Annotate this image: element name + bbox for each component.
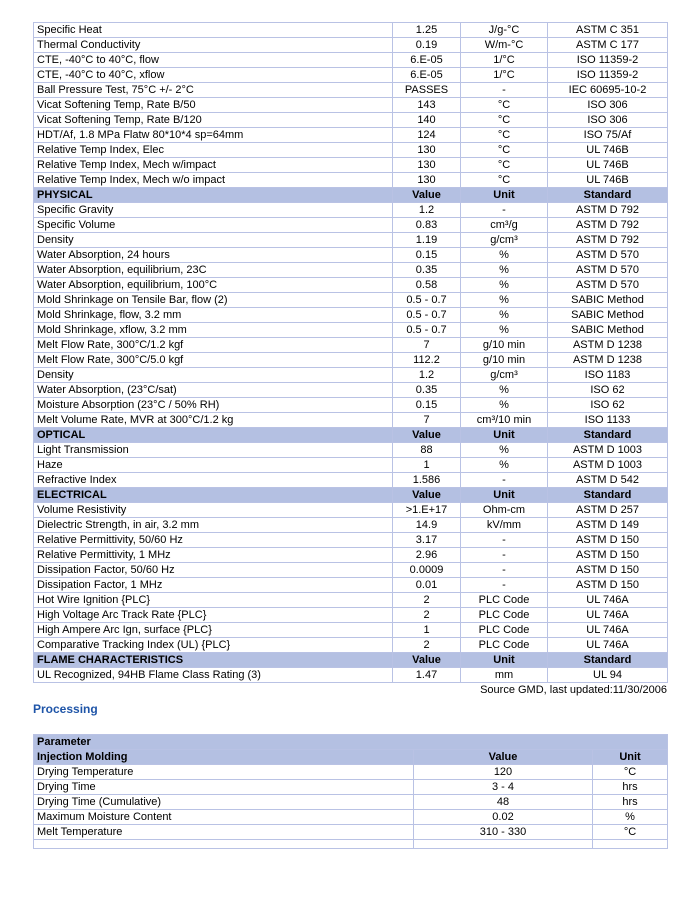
cell-unit: hrs (593, 780, 668, 795)
cell-value: 1.2 (393, 368, 461, 383)
injection-molding-header-row (34, 750, 668, 765)
cell-property: ELECTRICAL (34, 488, 393, 503)
cell-property: Density (34, 233, 393, 248)
cell-standard: ISO 11359-2 (548, 68, 668, 83)
table-row (34, 623, 668, 638)
cell-value: 6.E-05 (393, 53, 461, 68)
cell-standard: UL 746A (548, 623, 668, 638)
cell-unit: °C (461, 113, 548, 128)
cell-value: 1 (393, 623, 461, 638)
cell-standard: ASTM D 1238 (548, 353, 668, 368)
cell-unit: - (461, 533, 548, 548)
cell-unit: g/10 min (461, 353, 548, 368)
table-row (34, 443, 668, 458)
cell-value: 1 (393, 458, 461, 473)
cell-standard: ISO 1133 (548, 413, 668, 428)
cell-standard: Standard (548, 188, 668, 203)
cell-standard: ASTM D 570 (548, 263, 668, 278)
cell-unit: g/cm³ (461, 233, 548, 248)
cell-property: High Voltage Arc Track Rate {PLC} (34, 608, 393, 623)
cell-unit: °C (593, 765, 668, 780)
cell-unit: hrs (593, 795, 668, 810)
table-row (34, 98, 668, 113)
cell-value: 88 (393, 443, 461, 458)
cell-unit: % (461, 293, 548, 308)
cell-standard: ASTM D 542 (548, 473, 668, 488)
cell-property: Relative Permittivity, 50/60 Hz (34, 533, 393, 548)
cell-unit: - (461, 578, 548, 593)
table-row (34, 518, 668, 533)
cell-value: Value (393, 488, 461, 503)
cell-value: 140 (393, 113, 461, 128)
cell-property: Hot Wire Ignition {PLC} (34, 593, 393, 608)
table-row (34, 368, 668, 383)
cell-property: CTE, -40°C to 40°C, flow (34, 53, 393, 68)
cell-property: Water Absorption, equilibrium, 23C (34, 263, 393, 278)
cell-unit: Unit (461, 488, 548, 503)
cell-parameter: Drying Time (Cumulative) (34, 795, 414, 810)
cell-standard: ASTM D 257 (548, 503, 668, 518)
cell-unit: % (461, 308, 548, 323)
table-row (34, 458, 668, 473)
cell-standard: ASTM D 792 (548, 203, 668, 218)
cell-unit: % (461, 263, 548, 278)
cell-unit: cm³/g (461, 218, 548, 233)
cell-value: 3.17 (393, 533, 461, 548)
cell-value: 120 (414, 765, 593, 780)
section-header-row (34, 653, 668, 668)
cell-value: 112.2 (393, 353, 461, 368)
cell-unit: - (461, 473, 548, 488)
cell-value: 0.35 (393, 383, 461, 398)
cell-unit: % (461, 443, 548, 458)
cell-value: Value (393, 188, 461, 203)
table-row (34, 578, 668, 593)
cell-standard: ASTM D 150 (548, 578, 668, 593)
cell-standard: ASTM C 351 (548, 23, 668, 38)
cell-unit: Ohm-cm (461, 503, 548, 518)
table-row (34, 780, 668, 795)
cell-parameter: Drying Temperature (34, 765, 414, 780)
cell-property: Vicat Softening Temp, Rate B/120 (34, 113, 393, 128)
cell-property: Water Absorption, (23°C/sat) (34, 383, 393, 398)
cell-property: Melt Flow Rate, 300°C/5.0 kgf (34, 353, 393, 368)
cell-standard: UL 746B (548, 173, 668, 188)
cell-standard: ASTM D 792 (548, 218, 668, 233)
cell-standard: ISO 1183 (548, 368, 668, 383)
section-header-row (34, 488, 668, 503)
cell-unit: - (461, 203, 548, 218)
cell-unit: PLC Code (461, 608, 548, 623)
cell-unit: g/cm³ (461, 368, 548, 383)
cell-value: 1.25 (393, 23, 461, 38)
cell-property: UL Recognized, 94HB Flame Class Rating (3) (34, 668, 393, 683)
cell-standard: Standard (548, 653, 668, 668)
cell-standard: ISO 62 (548, 383, 668, 398)
table-row (34, 353, 668, 368)
cell-standard: SABIC Method (548, 308, 668, 323)
cell-standard: ASTM D 1003 (548, 443, 668, 458)
cell-value: 2 (393, 608, 461, 623)
cell-unit: °C (461, 98, 548, 113)
table-row (34, 248, 668, 263)
cell-value: 310 - 330 (414, 825, 593, 840)
cell-value: 0.58 (393, 278, 461, 293)
cell-property: Haze (34, 458, 393, 473)
processing-table (33, 734, 668, 849)
table-row (34, 563, 668, 578)
cell-property: CTE, -40°C to 40°C, xflow (34, 68, 393, 83)
cell-value: 0.35 (393, 263, 461, 278)
cell-unit: % (461, 383, 548, 398)
cell-unit: cm³/10 min (461, 413, 548, 428)
cell-property: Water Absorption, equilibrium, 100°C (34, 278, 393, 293)
cell-unit: mm (461, 668, 548, 683)
cell-value: 48 (414, 795, 593, 810)
cell-value: 0.5 - 0.7 (393, 308, 461, 323)
properties-table (33, 22, 668, 683)
cell-property: Volume Resistivity (34, 503, 393, 518)
cell-property: Relative Temp Index, Elec (34, 143, 393, 158)
cell-value (414, 840, 593, 849)
cell-parameter: Melt Temperature (34, 825, 414, 840)
cell-property: Dielectric Strength, in air, 3.2 mm (34, 518, 393, 533)
table-row (34, 795, 668, 810)
cell-property: Relative Permittivity, 1 MHz (34, 548, 393, 563)
table-row (34, 218, 668, 233)
cell-unit: Unit (461, 653, 548, 668)
cell-value: Value (393, 653, 461, 668)
section-header-row (34, 428, 668, 443)
unit-column-header: Unit (593, 750, 668, 765)
cell-standard: UL 746B (548, 143, 668, 158)
table-row (34, 825, 668, 840)
cell-unit: 1/°C (461, 68, 548, 83)
cell-value: >1.E+17 (393, 503, 461, 518)
processing-heading: Processing (33, 702, 98, 716)
table-row (34, 203, 668, 218)
table-row (34, 533, 668, 548)
cell-property: Light Transmission (34, 443, 393, 458)
cell-value: 0.5 - 0.7 (393, 293, 461, 308)
cell-property: Relative Temp Index, Mech w/o impact (34, 173, 393, 188)
cell-value: 2 (393, 593, 461, 608)
cell-property: Dissipation Factor, 50/60 Hz (34, 563, 393, 578)
table-row (34, 413, 668, 428)
cell-unit: kV/mm (461, 518, 548, 533)
cell-standard: ASTM C 177 (548, 38, 668, 53)
cell-property: Water Absorption, 24 hours (34, 248, 393, 263)
table-row (34, 765, 668, 780)
cell-standard: UL 746B (548, 158, 668, 173)
cell-property: Melt Volume Rate, MVR at 300°C/1.2 kg (34, 413, 393, 428)
cell-unit: W/m-°C (461, 38, 548, 53)
cell-value: 0.15 (393, 398, 461, 413)
cell-property: Dissipation Factor, 1 MHz (34, 578, 393, 593)
cell-value: 2.96 (393, 548, 461, 563)
cell-value: 124 (393, 128, 461, 143)
cell-value: 7 (393, 338, 461, 353)
cell-unit: % (461, 398, 548, 413)
cell-unit: - (461, 548, 548, 563)
cell-unit: % (593, 810, 668, 825)
cell-property: FLAME CHARACTERISTICS (34, 653, 393, 668)
cell-property: Comparative Tracking Index (UL) {PLC} (34, 638, 393, 653)
cell-property: Specific Gravity (34, 203, 393, 218)
cell-standard: ASTM D 150 (548, 548, 668, 563)
cell-value: 1.2 (393, 203, 461, 218)
table-row (34, 548, 668, 563)
cell-value: 0.01 (393, 578, 461, 593)
cell-parameter (34, 840, 414, 849)
cell-value: 3 - 4 (414, 780, 593, 795)
cell-unit: PLC Code (461, 623, 548, 638)
cell-unit: g/10 min (461, 338, 548, 353)
cell-unit: Unit (461, 188, 548, 203)
cell-value: 6.E-05 (393, 68, 461, 83)
cell-unit: °C (461, 158, 548, 173)
cell-standard: ISO 75/Af (548, 128, 668, 143)
cell-property: Mold Shrinkage on Tensile Bar, flow (2) (34, 293, 393, 308)
table-row (34, 173, 668, 188)
cell-standard: ISO 62 (548, 398, 668, 413)
cell-property: Density (34, 368, 393, 383)
cell-unit: PLC Code (461, 593, 548, 608)
table-row (34, 668, 668, 683)
table-row (34, 113, 668, 128)
table-row (34, 38, 668, 53)
cell-standard: UL 746A (548, 608, 668, 623)
cell-standard: ASTM D 570 (548, 278, 668, 293)
cell-standard: ASTM D 149 (548, 518, 668, 533)
cell-unit: - (461, 83, 548, 98)
cell-unit: J/g-°C (461, 23, 548, 38)
table-row (34, 128, 668, 143)
cell-standard: ASTM D 150 (548, 563, 668, 578)
cell-value: 130 (393, 143, 461, 158)
table-row (34, 308, 668, 323)
cell-standard: ASTM D 792 (548, 233, 668, 248)
cell-value: 0.83 (393, 218, 461, 233)
table-row (34, 338, 668, 353)
cell-property: Mold Shrinkage, xflow, 3.2 mm (34, 323, 393, 338)
table-row (34, 398, 668, 413)
cell-value: 0.15 (393, 248, 461, 263)
table-row-partial (34, 840, 668, 849)
cell-unit: 1/°C (461, 53, 548, 68)
cell-parameter: Drying Time (34, 780, 414, 795)
table-row (34, 263, 668, 278)
cell-property: Moisture Absorption (23°C / 50% RH) (34, 398, 393, 413)
section-header-row (34, 188, 668, 203)
cell-standard: ISO 306 (548, 98, 668, 113)
cell-value: 1.19 (393, 233, 461, 248)
table-row (34, 53, 668, 68)
cell-property: Vicat Softening Temp, Rate B/50 (34, 98, 393, 113)
cell-standard: SABIC Method (548, 323, 668, 338)
cell-unit: PLC Code (461, 638, 548, 653)
cell-standard: UL 746A (548, 593, 668, 608)
cell-standard: UL 94 (548, 668, 668, 683)
cell-value: 1.47 (393, 668, 461, 683)
cell-property: HDT/Af, 1.8 MPa Flatw 80*10*4 sp=64mm (34, 128, 393, 143)
table-row (34, 233, 668, 248)
cell-property: Specific Volume (34, 218, 393, 233)
cell-unit: °C (461, 128, 548, 143)
cell-property: Refractive Index (34, 473, 393, 488)
table-row (34, 503, 668, 518)
cell-standard: SABIC Method (548, 293, 668, 308)
cell-unit: % (461, 278, 548, 293)
source-note: Source GMD, last updated:11/30/2006 (480, 684, 667, 696)
table-row (34, 383, 668, 398)
cell-unit: % (461, 248, 548, 263)
cell-value: 14.9 (393, 518, 461, 533)
cell-value: 0.5 - 0.7 (393, 323, 461, 338)
cell-unit: Unit (461, 428, 548, 443)
cell-value: 130 (393, 158, 461, 173)
table-row (34, 608, 668, 623)
cell-standard: ASTM D 1003 (548, 458, 668, 473)
table-row (34, 810, 668, 825)
cell-value: 0.19 (393, 38, 461, 53)
cell-unit: % (461, 458, 548, 473)
cell-property: OPTICAL (34, 428, 393, 443)
cell-standard: UL 746A (548, 638, 668, 653)
table-row (34, 293, 668, 308)
table-row (34, 68, 668, 83)
value-column-header: Value (414, 750, 593, 765)
cell-standard: ISO 306 (548, 113, 668, 128)
cell-value: 143 (393, 98, 461, 113)
cell-standard: ISO 11359-2 (548, 53, 668, 68)
cell-value: 7 (393, 413, 461, 428)
cell-standard: IEC 60695-10-2 (548, 83, 668, 98)
table-row (34, 83, 668, 98)
injection-molding-label: Injection Molding (34, 750, 414, 765)
cell-unit: °C (461, 173, 548, 188)
cell-unit (593, 840, 668, 849)
cell-value: Value (393, 428, 461, 443)
cell-value: 2 (393, 638, 461, 653)
cell-standard: Standard (548, 488, 668, 503)
cell-property: Ball Pressure Test, 75°C +/- 2°C (34, 83, 393, 98)
cell-property: Specific Heat (34, 23, 393, 38)
cell-value: 0.0009 (393, 563, 461, 578)
cell-property: High Ampere Arc Ign, surface {PLC} (34, 623, 393, 638)
table-row (34, 593, 668, 608)
cell-value: PASSES (393, 83, 461, 98)
cell-unit: - (461, 563, 548, 578)
cell-unit: °C (461, 143, 548, 158)
table-row (34, 23, 668, 38)
table-row (34, 278, 668, 293)
cell-property: Mold Shrinkage, flow, 3.2 mm (34, 308, 393, 323)
cell-property: Relative Temp Index, Mech w/impact (34, 158, 393, 173)
cell-value: 1.586 (393, 473, 461, 488)
cell-value: 130 (393, 173, 461, 188)
table-row (34, 143, 668, 158)
table-row (34, 158, 668, 173)
table-row (34, 638, 668, 653)
cell-parameter: Maximum Moisture Content (34, 810, 414, 825)
parameter-header-row (34, 735, 668, 750)
cell-property: Melt Flow Rate, 300°C/1.2 kgf (34, 338, 393, 353)
cell-standard: Standard (548, 428, 668, 443)
cell-standard: ASTM D 570 (548, 248, 668, 263)
parameter-header-label: Parameter (34, 735, 668, 750)
cell-unit: °C (593, 825, 668, 840)
cell-property: Thermal Conductivity (34, 38, 393, 53)
cell-standard: ASTM D 1238 (548, 338, 668, 353)
cell-value: 0.02 (414, 810, 593, 825)
table-row (34, 473, 668, 488)
cell-standard: ASTM D 150 (548, 533, 668, 548)
cell-property: PHYSICAL (34, 188, 393, 203)
table-row (34, 323, 668, 338)
cell-unit: % (461, 323, 548, 338)
